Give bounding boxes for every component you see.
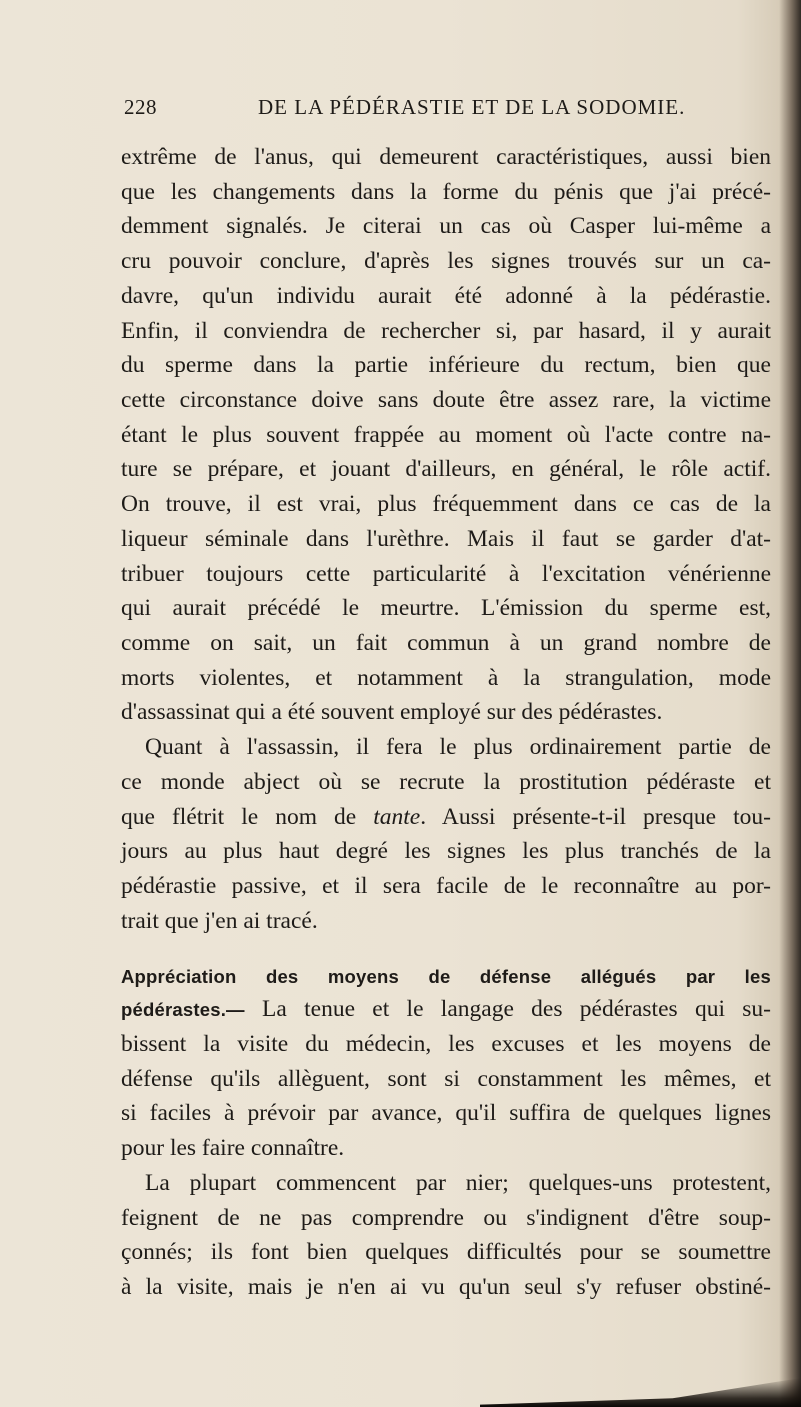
italic-word: tante	[373, 804, 421, 830]
text-line: si faciles à prévoir par avance, qu'il suffira de quelques lignes	[121, 1100, 771, 1126]
text-line: défense qu'ils allèguent, sont si constamment les mêmes, et	[121, 1066, 771, 1092]
text-line: jours au plus haut degré les signes les plus tranchés de la	[121, 838, 771, 864]
text-line: ture se prépare, et jouant d'ailleurs, en général, le rôle actif.	[121, 456, 771, 482]
text-line: pour les faire connaître.	[121, 1135, 345, 1161]
section-heading-end: pédérastes.—	[121, 999, 245, 1020]
text-line: Quant à l'assassin, il fera le plus ordinairement partie de	[145, 734, 771, 760]
text-line: feignent de ne pas comprendre ou s'indignent d'être soup-	[121, 1205, 771, 1231]
text-line: ce monde abject où se recrute la prostitution pédéraste et	[121, 769, 771, 795]
text-line: liqueur séminale dans l'urèthre. Mais il faut se garder d'at-	[121, 526, 771, 552]
text-line: tribuer toujours cette particularité à l'excitation vénérienne	[121, 561, 771, 587]
text-line: extrême de l'anus, qui demeurent caractéristiques, aussi bien	[121, 144, 771, 170]
section-heading: Appréciation des moyens de défense allégués par les	[121, 966, 771, 987]
text-line: davre, qu'un individu aurait été adonné à la pédérastie.	[121, 283, 771, 309]
text-line: La plupart commencent par nier; quelques-uns protestent,	[145, 1170, 771, 1196]
text-line: comme on sait, un fait commun à un grand nombre de	[121, 630, 771, 656]
text-line: qui aurait précédé le meurtre. L'émission du sperme est,	[121, 595, 771, 621]
page-corner-shadow	[480, 1378, 801, 1407]
page-edge-shadow	[779, 0, 801, 1407]
text-line: çonnés; ils font bien quelques difficultés pour se soumettre	[121, 1239, 771, 1265]
text-line: du sperme dans la partie inférieure du rectum, bien que	[121, 352, 771, 378]
text-line: d'assassinat qui a été souvent employé sur des pédérastes.	[121, 699, 663, 725]
page-header	[124, 95, 764, 125]
text-line: morts violentes, et notamment à la strangulation, mode	[121, 665, 771, 691]
text-line: pédérastie passive, et il sera facile de le reconnaître au por-	[121, 873, 771, 899]
running-title: DE LA PÉDÉRASTIE ET DE LA SODOMIE.	[258, 95, 686, 119]
text-line: cette circonstance doive sans doute être assez rare, la victime	[121, 387, 771, 413]
text-line: On trouve, il est vrai, plus fréquemment dans ce cas de la	[121, 491, 771, 517]
text-fragment: La tenue et le langage des pédérastes qui su-	[244, 996, 771, 1022]
text-line	[121, 800, 771, 834]
text-line: demment signalés. Je citerai un cas où Casper lui-même a	[121, 213, 771, 239]
text-line: que les changements dans la forme du pénis que j'ai précé-	[121, 179, 771, 205]
text-line: cru pouvoir conclure, d'après les signes trouvés sur un ca-	[121, 248, 771, 274]
text-line: bissent la visite du médecin, les excuses et les moyens de	[121, 1031, 771, 1057]
text-line: étant le plus souvent frappée au moment où l'acte contre na-	[121, 422, 771, 448]
text-line	[121, 992, 771, 1026]
text-line: Enfin, il conviendra de rechercher si, par hasard, il y aurait	[121, 318, 771, 344]
text-line: à la visite, mais je n'en ai vu qu'un seul s'y refuser obstiné-	[121, 1274, 771, 1300]
text-fragment: que flétrit le nom de	[121, 804, 374, 830]
text-line: trait que j'en ai tracé.	[121, 908, 318, 934]
text-fragment: . Aussi présente-t-il presque tou-	[420, 804, 771, 830]
page-number: 228	[124, 95, 157, 119]
